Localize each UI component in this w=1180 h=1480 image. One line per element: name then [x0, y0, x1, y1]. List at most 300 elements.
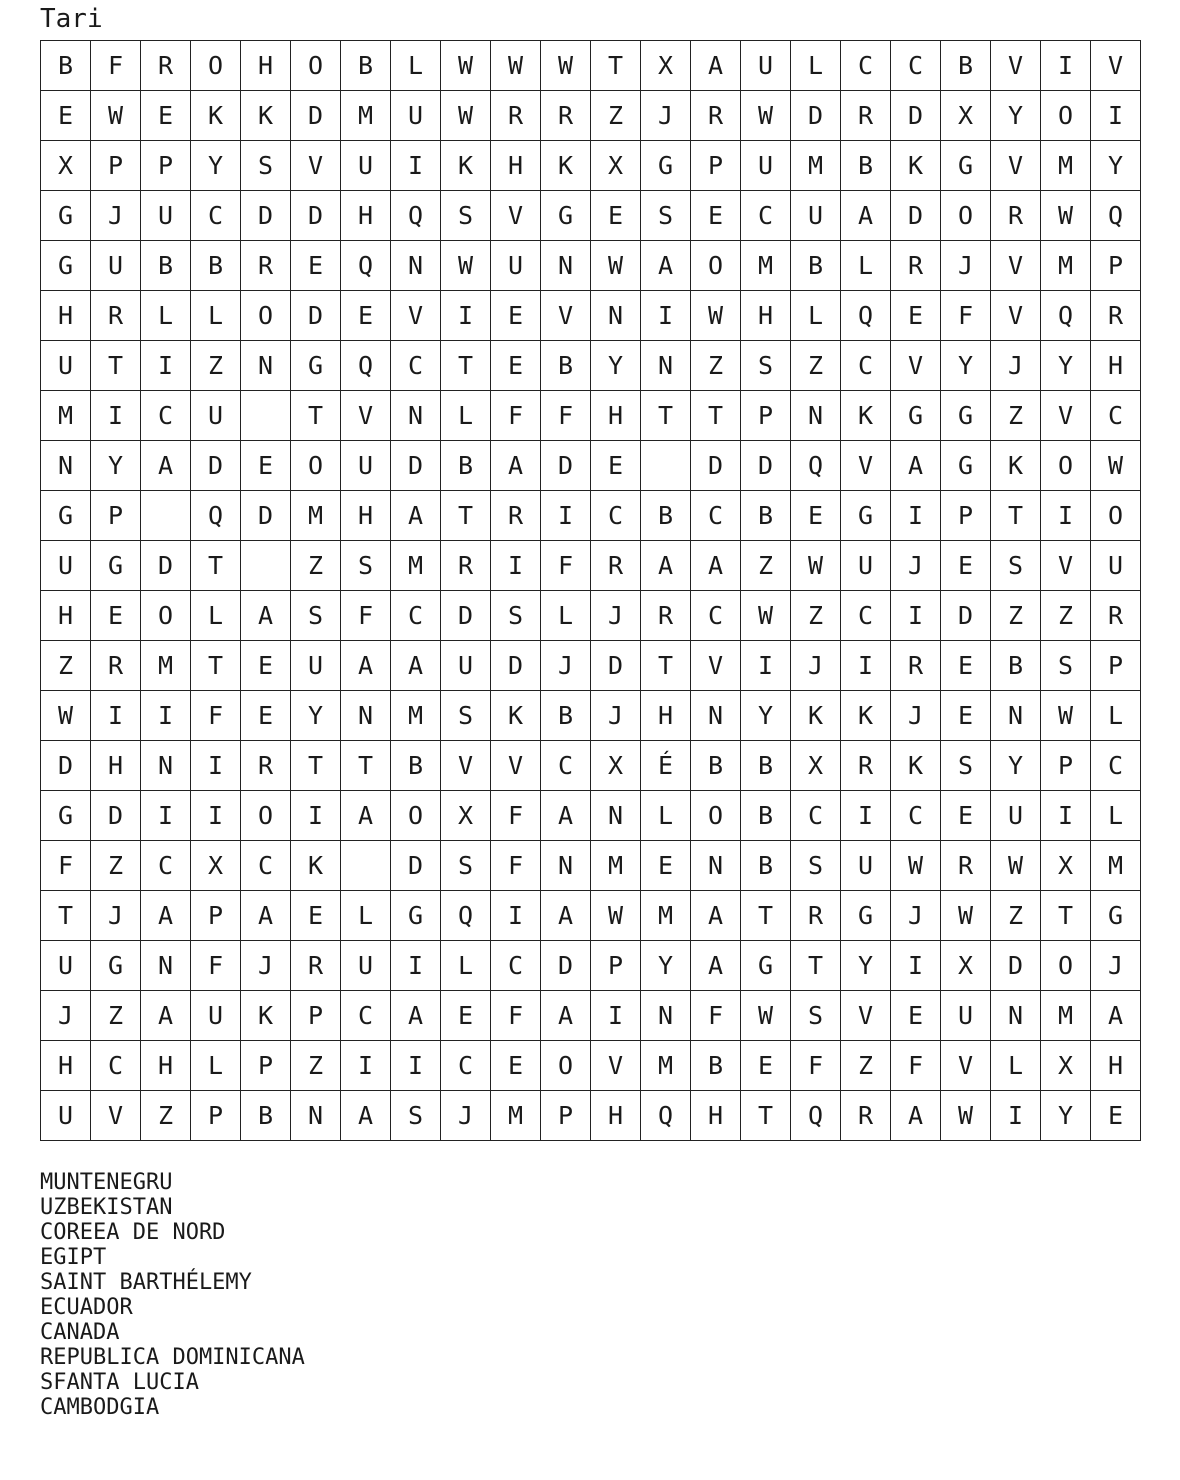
grid-cell[interactable]: M	[141, 641, 191, 691]
grid-cell[interactable]: F	[191, 941, 241, 991]
grid-cell[interactable]: H	[691, 1091, 741, 1141]
grid-cell[interactable]: N	[341, 691, 391, 741]
grid-cell[interactable]: Y	[1041, 341, 1091, 391]
grid-cell[interactable]: G	[891, 391, 941, 441]
grid-cell[interactable]: N	[141, 941, 191, 991]
grid-cell[interactable]: K	[841, 691, 891, 741]
grid-cell[interactable]: N	[991, 991, 1041, 1041]
grid-cell[interactable]: U	[341, 441, 391, 491]
grid-cell[interactable]: H	[41, 1041, 91, 1091]
grid-cell[interactable]: M	[341, 91, 391, 141]
grid-cell[interactable]: L	[191, 291, 241, 341]
grid-cell[interactable]: A	[891, 1091, 941, 1141]
grid-cell[interactable]: D	[941, 591, 991, 641]
grid-cell[interactable]: R	[241, 241, 291, 291]
grid-cell[interactable]: B	[391, 741, 441, 791]
grid-cell[interactable]: C	[141, 841, 191, 891]
grid-cell[interactable]: W	[941, 1091, 991, 1141]
grid-cell[interactable]: H	[341, 491, 391, 541]
grid-cell[interactable]: I	[441, 291, 491, 341]
grid-cell[interactable]: B	[741, 841, 791, 891]
grid-cell[interactable]: C	[841, 341, 891, 391]
grid-cell[interactable]: U	[991, 791, 1041, 841]
grid-cell[interactable]: F	[541, 391, 591, 441]
grid-cell[interactable]: M	[1041, 241, 1091, 291]
grid-cell[interactable]: Z	[741, 541, 791, 591]
grid-cell[interactable]: K	[441, 141, 491, 191]
grid-cell[interactable]: F	[491, 791, 541, 841]
grid-cell[interactable]: Z	[591, 91, 641, 141]
grid-cell[interactable]: Z	[691, 341, 741, 391]
grid-cell[interactable]: I	[1091, 91, 1141, 141]
grid-cell[interactable]: E	[891, 991, 941, 1041]
grid-cell[interactable]: P	[741, 391, 791, 441]
grid-cell[interactable]: T	[1041, 891, 1091, 941]
grid-cell[interactable]: X	[941, 91, 991, 141]
grid-cell[interactable]: P	[141, 141, 191, 191]
grid-cell[interactable]: U	[41, 541, 91, 591]
grid-cell[interactable]: W	[791, 541, 841, 591]
grid-cell[interactable]: H	[41, 591, 91, 641]
grid-cell[interactable]: J	[1091, 941, 1141, 991]
grid-cell[interactable]: R	[491, 491, 541, 541]
grid-cell[interactable]: L	[441, 391, 491, 441]
grid-cell[interactable]: E	[241, 691, 291, 741]
grid-cell[interactable]: K	[541, 141, 591, 191]
grid-cell[interactable]: B	[691, 1041, 741, 1091]
grid-cell[interactable]: H	[41, 291, 91, 341]
grid-cell[interactable]: U	[391, 91, 441, 141]
grid-cell[interactable]: J	[591, 591, 641, 641]
grid-cell[interactable]: A	[541, 791, 591, 841]
grid-cell[interactable]: N	[591, 791, 641, 841]
grid-cell[interactable]: A	[641, 541, 691, 591]
grid-cell[interactable]: F	[891, 1041, 941, 1091]
grid-cell[interactable]: E	[491, 1041, 541, 1091]
grid-cell[interactable]: T	[91, 341, 141, 391]
grid-cell[interactable]: R	[591, 541, 641, 591]
grid-cell[interactable]: R	[91, 291, 141, 341]
grid-cell[interactable]: B	[191, 241, 241, 291]
grid-cell[interactable]: Q	[341, 241, 391, 291]
grid-cell[interactable]: E	[291, 241, 341, 291]
grid-cell[interactable]: I	[891, 491, 941, 541]
grid-cell[interactable]: U	[441, 641, 491, 691]
grid-cell[interactable]: C	[91, 1041, 141, 1091]
grid-cell[interactable]: V	[941, 1041, 991, 1091]
grid-cell[interactable]: K	[841, 391, 891, 441]
grid-cell[interactable]: P	[191, 1091, 241, 1141]
grid-cell[interactable]: C	[791, 791, 841, 841]
grid-cell[interactable]: Y	[291, 691, 341, 741]
grid-cell[interactable]: N	[391, 241, 441, 291]
grid-cell[interactable]: R	[241, 741, 291, 791]
grid-cell[interactable]: U	[141, 191, 191, 241]
grid-cell[interactable]: C	[341, 991, 391, 1041]
grid-cell[interactable]: B	[741, 491, 791, 541]
grid-cell[interactable]: I	[991, 1091, 1041, 1141]
grid-cell[interactable]: I	[91, 391, 141, 441]
grid-cell[interactable]: V	[91, 1091, 141, 1141]
grid-cell[interactable]: D	[541, 941, 591, 991]
grid-cell[interactable]: W	[541, 41, 591, 91]
grid-cell[interactable]: A	[391, 991, 441, 1041]
grid-cell[interactable]: F	[41, 841, 91, 891]
grid-cell[interactable]: E	[441, 991, 491, 1041]
grid-cell[interactable]: E	[941, 691, 991, 741]
grid-cell[interactable]: Y	[991, 91, 1041, 141]
grid-cell[interactable]: E	[91, 591, 141, 641]
grid-cell[interactable]: L	[191, 591, 241, 641]
grid-cell[interactable]: Z	[91, 841, 141, 891]
grid-cell[interactable]: V	[591, 1041, 641, 1091]
grid-cell[interactable]: F	[191, 691, 241, 741]
grid-cell[interactable]: O	[1041, 441, 1091, 491]
grid-cell[interactable]: P	[191, 891, 241, 941]
grid-cell[interactable]: N	[291, 1091, 341, 1141]
grid-cell[interactable]: Y	[841, 941, 891, 991]
grid-cell[interactable]: I	[491, 541, 541, 591]
grid-cell[interactable]: I	[741, 641, 791, 691]
grid-cell[interactable]: B	[791, 241, 841, 291]
grid-cell[interactable]: I	[141, 341, 191, 391]
grid-cell[interactable]: X	[1041, 1041, 1091, 1091]
grid-cell[interactable]: Z	[291, 541, 341, 591]
grid-cell[interactable]: I	[641, 291, 691, 341]
grid-cell[interactable]: B	[341, 41, 391, 91]
grid-cell[interactable]: D	[591, 641, 641, 691]
grid-cell[interactable]: Q	[791, 441, 841, 491]
grid-cell[interactable]: J	[891, 891, 941, 941]
grid-cell[interactable]: V	[991, 241, 1041, 291]
grid-cell[interactable]: W	[441, 241, 491, 291]
grid-cell[interactable]: G	[91, 941, 141, 991]
grid-cell[interactable]: G	[291, 341, 341, 391]
grid-cell[interactable]: L	[791, 291, 841, 341]
grid-cell[interactable]: W	[441, 91, 491, 141]
grid-cell[interactable]: L	[791, 41, 841, 91]
grid-cell[interactable]: W	[741, 591, 791, 641]
grid-cell[interactable]: D	[741, 441, 791, 491]
grid-cell[interactable]: H	[1091, 1041, 1141, 1091]
grid-cell[interactable]: V	[841, 441, 891, 491]
grid-cell[interactable]: Z	[791, 341, 841, 391]
grid-cell[interactable]: C	[391, 341, 441, 391]
grid-cell[interactable]: A	[691, 41, 741, 91]
grid-cell[interactable]: E	[141, 91, 191, 141]
grid-cell[interactable]: U	[841, 841, 891, 891]
grid-cell[interactable]: V	[1091, 41, 1141, 91]
grid-cell[interactable]: C	[741, 191, 791, 241]
grid-cell[interactable]: L	[991, 1041, 1041, 1091]
grid-cell[interactable]: C	[241, 841, 291, 891]
grid-cell[interactable]: G	[941, 141, 991, 191]
grid-cell[interactable]: E	[341, 291, 391, 341]
grid-cell[interactable]: I	[141, 691, 191, 741]
grid-cell[interactable]: Q	[1041, 291, 1091, 341]
grid-cell[interactable]: X	[41, 141, 91, 191]
grid-cell[interactable]: O	[141, 591, 191, 641]
grid-cell[interactable]: E	[891, 291, 941, 341]
grid-cell[interactable]: M	[591, 841, 641, 891]
grid-cell[interactable]: T	[291, 741, 341, 791]
grid-cell[interactable]	[141, 491, 191, 541]
grid-cell[interactable]: W	[1091, 441, 1141, 491]
grid-cell[interactable]: N	[641, 991, 691, 1041]
grid-cell[interactable]: Z	[291, 1041, 341, 1091]
grid-cell[interactable]: U	[741, 41, 791, 91]
grid-cell[interactable]: M	[1041, 141, 1091, 191]
grid-cell[interactable]: X	[641, 41, 691, 91]
grid-cell[interactable]: B	[141, 241, 191, 291]
grid-cell[interactable]: D	[291, 191, 341, 241]
grid-cell[interactable]: J	[891, 541, 941, 591]
grid-cell[interactable]: Y	[941, 341, 991, 391]
grid-cell[interactable]: Y	[591, 341, 641, 391]
grid-cell[interactable]: L	[841, 241, 891, 291]
grid-cell[interactable]: N	[691, 691, 741, 741]
grid-cell[interactable]: V	[441, 741, 491, 791]
grid-cell[interactable]: J	[91, 191, 141, 241]
grid-cell[interactable]: V	[541, 291, 591, 341]
grid-cell[interactable]: C	[591, 491, 641, 541]
grid-cell[interactable]: I	[341, 1041, 391, 1091]
grid-cell[interactable]: T	[741, 891, 791, 941]
grid-cell[interactable]: M	[391, 691, 441, 741]
grid-cell[interactable]: Z	[141, 1091, 191, 1141]
grid-cell[interactable]: T	[441, 491, 491, 541]
grid-cell[interactable]: V	[291, 141, 341, 191]
grid-cell[interactable]: L	[1091, 791, 1141, 841]
grid-cell[interactable]: A	[391, 491, 441, 541]
grid-cell[interactable]: T	[441, 341, 491, 391]
grid-cell[interactable]: I	[91, 691, 141, 741]
grid-cell[interactable]: A	[241, 891, 291, 941]
grid-cell[interactable]: C	[891, 41, 941, 91]
grid-cell[interactable]: G	[841, 891, 891, 941]
grid-cell[interactable]: R	[1091, 591, 1141, 641]
grid-cell[interactable]: I	[1041, 491, 1091, 541]
grid-cell[interactable]: F	[791, 1041, 841, 1091]
grid-cell[interactable]: L	[391, 41, 441, 91]
grid-cell[interactable]: F	[491, 991, 541, 1041]
grid-cell[interactable]: E	[941, 641, 991, 691]
grid-cell[interactable]: O	[391, 791, 441, 841]
grid-cell[interactable]: K	[791, 691, 841, 741]
grid-cell[interactable]: E	[291, 891, 341, 941]
grid-cell[interactable]: T	[191, 541, 241, 591]
grid-cell[interactable]: S	[1041, 641, 1091, 691]
grid-cell[interactable]: V	[891, 341, 941, 391]
grid-cell[interactable]: A	[691, 941, 741, 991]
grid-cell[interactable]: Y	[1091, 141, 1141, 191]
grid-cell[interactable]: G	[91, 541, 141, 591]
grid-cell[interactable]: K	[241, 91, 291, 141]
grid-cell[interactable]: M	[641, 1041, 691, 1091]
grid-cell[interactable]: U	[791, 191, 841, 241]
grid-cell[interactable]: C	[491, 941, 541, 991]
grid-cell[interactable]: P	[1091, 241, 1141, 291]
grid-cell[interactable]: H	[1091, 341, 1141, 391]
grid-cell[interactable]: P	[291, 991, 341, 1041]
grid-cell[interactable]: H	[591, 391, 641, 441]
grid-cell[interactable]: W	[1041, 691, 1091, 741]
grid-cell[interactable]: T	[341, 741, 391, 791]
grid-cell[interactable]: B	[541, 691, 591, 741]
grid-cell[interactable]: D	[41, 741, 91, 791]
grid-cell[interactable]: W	[741, 91, 791, 141]
grid-cell[interactable]: S	[391, 1091, 441, 1141]
grid-cell[interactable]: G	[941, 441, 991, 491]
grid-cell[interactable]: R	[541, 91, 591, 141]
grid-cell[interactable]: G	[41, 241, 91, 291]
grid-cell[interactable]: Z	[991, 391, 1041, 441]
grid-cell[interactable]: I	[491, 891, 541, 941]
grid-cell[interactable]: C	[1091, 741, 1141, 791]
grid-cell[interactable]: W	[441, 41, 491, 91]
grid-cell[interactable]: G	[391, 891, 441, 941]
grid-cell[interactable]: K	[891, 141, 941, 191]
grid-cell[interactable]: D	[391, 441, 441, 491]
grid-cell[interactable]: O	[1091, 491, 1141, 541]
grid-cell[interactable]: S	[991, 541, 1041, 591]
grid-cell[interactable]: U	[741, 141, 791, 191]
grid-cell[interactable]: H	[741, 291, 791, 341]
grid-cell[interactable]: U	[841, 541, 891, 591]
grid-cell[interactable]: D	[891, 191, 941, 241]
grid-cell[interactable]: I	[541, 491, 591, 541]
grid-cell[interactable]: P	[91, 491, 141, 541]
grid-cell[interactable]: X	[441, 791, 491, 841]
grid-cell[interactable]: T	[691, 391, 741, 441]
grid-cell[interactable]: B	[241, 1091, 291, 1141]
grid-cell[interactable]: W	[591, 891, 641, 941]
grid-cell[interactable]: K	[891, 741, 941, 791]
grid-cell[interactable]: U	[41, 941, 91, 991]
grid-cell[interactable]: T	[791, 941, 841, 991]
grid-cell[interactable]: A	[641, 241, 691, 291]
grid-cell[interactable]: M	[641, 891, 691, 941]
grid-cell[interactable]: S	[641, 191, 691, 241]
grid-cell[interactable]: D	[541, 441, 591, 491]
grid-cell[interactable]: X	[591, 741, 641, 791]
grid-cell[interactable]: O	[191, 41, 241, 91]
grid-cell[interactable]: F	[491, 841, 541, 891]
grid-cell[interactable]: R	[641, 591, 691, 641]
grid-cell[interactable]: M	[491, 1091, 541, 1141]
grid-cell[interactable]: K	[241, 991, 291, 1041]
grid-cell[interactable]: W	[991, 841, 1041, 891]
grid-cell[interactable]: N	[691, 841, 741, 891]
grid-cell[interactable]: Q	[791, 1091, 841, 1141]
grid-cell[interactable]: P	[941, 491, 991, 541]
grid-cell[interactable]: N	[41, 441, 91, 491]
grid-cell[interactable]: R	[441, 541, 491, 591]
grid-cell[interactable]: U	[91, 241, 141, 291]
grid-cell[interactable]: C	[841, 41, 891, 91]
grid-cell[interactable]: H	[591, 1091, 641, 1141]
grid-cell[interactable]: P	[1041, 741, 1091, 791]
grid-cell[interactable]: A	[541, 991, 591, 1041]
grid-cell[interactable]: S	[491, 591, 541, 641]
grid-cell[interactable]: A	[691, 891, 741, 941]
grid-cell[interactable]: J	[641, 91, 691, 141]
grid-cell[interactable]: L	[1091, 691, 1141, 741]
grid-cell[interactable]: K	[491, 691, 541, 741]
grid-cell[interactable]: E	[41, 91, 91, 141]
grid-cell[interactable]	[241, 541, 291, 591]
grid-cell[interactable]: U	[1091, 541, 1141, 591]
grid-cell[interactable]: É	[641, 741, 691, 791]
grid-cell[interactable]: T	[991, 491, 1041, 541]
grid-cell[interactable]: T	[641, 391, 691, 441]
grid-cell[interactable]: B	[741, 741, 791, 791]
grid-cell[interactable]: V	[841, 991, 891, 1041]
grid-cell[interactable]: N	[541, 241, 591, 291]
grid-cell[interactable]: A	[891, 441, 941, 491]
grid-cell[interactable]: V	[991, 41, 1041, 91]
grid-cell[interactable]: D	[291, 291, 341, 341]
grid-cell[interactable]: I	[291, 791, 341, 841]
grid-cell[interactable]: J	[791, 641, 841, 691]
grid-cell[interactable]: C	[691, 591, 741, 641]
grid-cell[interactable]: A	[341, 791, 391, 841]
grid-cell[interactable]: Z	[91, 991, 141, 1041]
grid-cell[interactable]: R	[1091, 291, 1141, 341]
grid-cell[interactable]: J	[591, 691, 641, 741]
grid-cell[interactable]: T	[741, 1091, 791, 1141]
grid-cell[interactable]: N	[991, 691, 1041, 741]
grid-cell[interactable]: C	[191, 191, 241, 241]
grid-cell[interactable]: O	[291, 441, 341, 491]
grid-cell[interactable]: I	[191, 741, 241, 791]
grid-cell[interactable]: U	[41, 1091, 91, 1141]
grid-cell[interactable]: G	[941, 391, 991, 441]
grid-cell[interactable]: S	[241, 141, 291, 191]
grid-cell[interactable]: N	[541, 841, 591, 891]
grid-cell[interactable]: F	[491, 391, 541, 441]
grid-cell[interactable]: V	[341, 391, 391, 441]
grid-cell[interactable]: A	[141, 891, 191, 941]
grid-cell[interactable]: D	[191, 441, 241, 491]
grid-cell[interactable]: Q	[1091, 191, 1141, 241]
grid-cell[interactable]: N	[791, 391, 841, 441]
grid-cell[interactable]: A	[691, 541, 741, 591]
grid-cell[interactable]: C	[841, 591, 891, 641]
grid-cell[interactable]: E	[241, 441, 291, 491]
grid-cell[interactable]: N	[641, 341, 691, 391]
grid-cell[interactable]: Q	[641, 1091, 691, 1141]
grid-cell[interactable]: H	[641, 691, 691, 741]
grid-cell[interactable]: X	[191, 841, 241, 891]
grid-cell[interactable]: R	[291, 941, 341, 991]
grid-cell[interactable]: X	[791, 741, 841, 791]
grid-cell[interactable]: V	[491, 191, 541, 241]
grid-cell[interactable]: D	[441, 591, 491, 641]
grid-cell[interactable]: L	[341, 891, 391, 941]
grid-cell[interactable]: Z	[991, 591, 1041, 641]
grid-cell[interactable]: J	[91, 891, 141, 941]
grid-cell[interactable]: C	[891, 791, 941, 841]
grid-cell[interactable]: X	[591, 141, 641, 191]
grid-cell[interactable]: N	[141, 741, 191, 791]
grid-cell[interactable]: S	[441, 691, 491, 741]
grid-cell[interactable]: G	[41, 191, 91, 241]
grid-cell[interactable]: R	[791, 891, 841, 941]
grid-cell[interactable]: V	[491, 741, 541, 791]
grid-cell[interactable]: E	[691, 191, 741, 241]
grid-cell[interactable]: E	[641, 841, 691, 891]
